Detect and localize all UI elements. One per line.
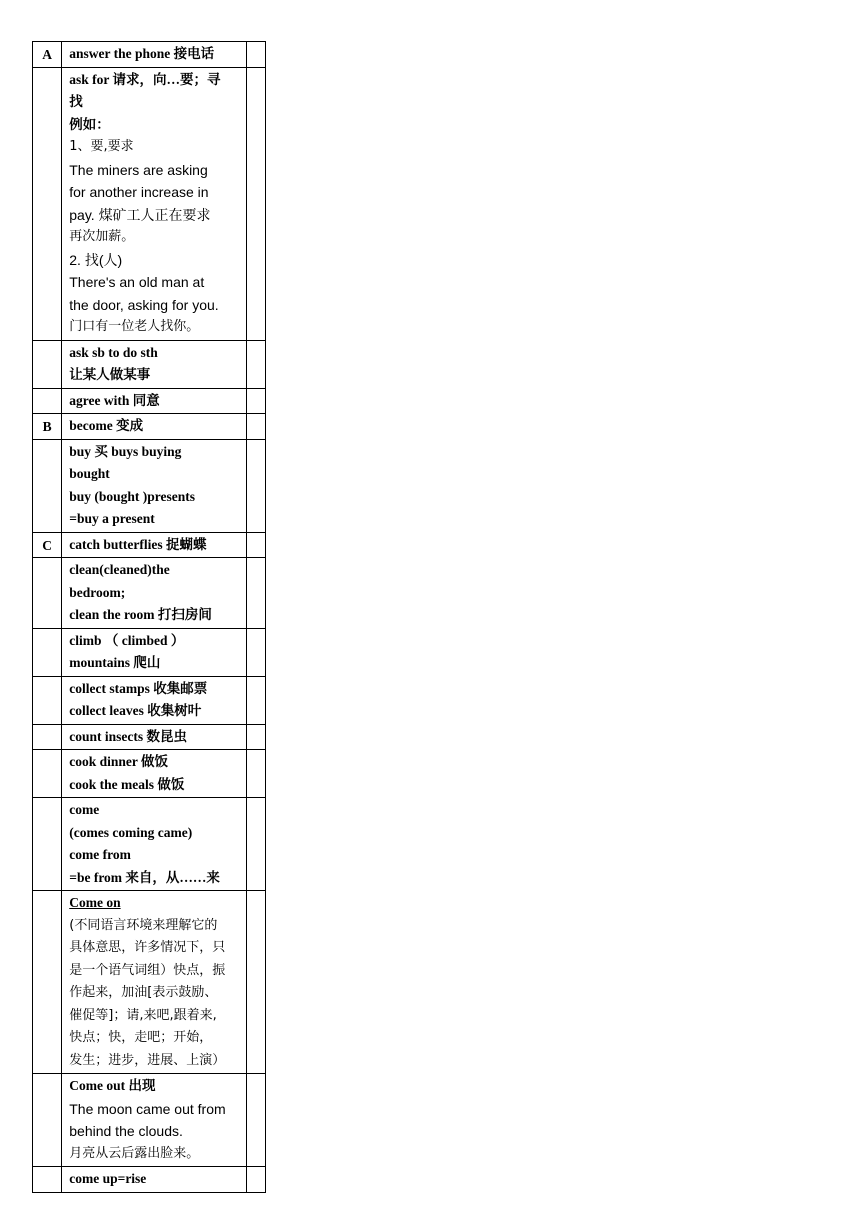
entry-cell <box>62 1167 247 1193</box>
entry-cell <box>62 388 247 414</box>
entry-cell <box>62 532 247 558</box>
example-line: There's an old man at <box>69 274 205 290</box>
letter-cell: A <box>33 42 62 68</box>
phrase-line: bought <box>69 466 110 481</box>
phrase-line: cook the meals 做饭 <box>69 776 185 792</box>
phrase-line: ask for 请求，向…要；寻 <box>69 71 221 87</box>
phrase-line: ask sb to do sth <box>69 344 158 360</box>
entry-cell <box>62 439 247 532</box>
translation-line: 门口有一位老人找你。 <box>69 319 200 334</box>
entry-cell <box>62 676 247 724</box>
table-row <box>33 891 266 1074</box>
table-row <box>33 340 266 388</box>
explanation-line: 快点；快，走吧；开始， <box>69 1030 213 1045</box>
letter-cell <box>33 798 62 891</box>
phrase-line: agree with 同意 <box>69 392 160 408</box>
vocabulary-table <box>32 41 266 1193</box>
entry-cell <box>62 558 247 629</box>
phrase-line: 让某人做某事 <box>69 367 151 382</box>
translation-line: 再次加薪。 <box>69 229 135 244</box>
blank-cell <box>246 558 265 629</box>
phrase-line: count insects 数昆虫 <box>69 728 187 744</box>
table-row <box>33 1074 266 1167</box>
letter-cell: B <box>33 414 62 440</box>
table-row <box>33 42 266 68</box>
phrase-line: mountains 爬山 <box>69 655 161 670</box>
table-row <box>33 750 266 798</box>
phrase-line: catch butterflies 捉蝴蝶 <box>69 536 207 552</box>
example-line: behind the clouds. <box>69 1123 183 1139</box>
letter-cell <box>33 750 62 798</box>
letter-cell <box>33 388 62 414</box>
blank-cell <box>246 1167 265 1193</box>
phrase-line: clean the room 打扫房间 <box>69 607 212 622</box>
phrase-line: clean(cleaned)the <box>69 562 170 577</box>
blank-cell <box>246 750 265 798</box>
entry-cell <box>62 67 247 340</box>
letter-cell: C <box>33 532 62 558</box>
entry-cell <box>62 891 247 1074</box>
blank-cell <box>246 798 265 891</box>
table-row <box>33 628 266 676</box>
example-line: The miners are asking <box>69 161 208 178</box>
entry-cell <box>62 1074 247 1167</box>
entry-cell <box>62 628 247 676</box>
letter-cell <box>33 724 62 750</box>
letter-cell <box>33 1167 62 1193</box>
explanation-line: 具体意思，许多情况下，只 <box>69 940 226 955</box>
phrase-line: buy 买 buys buying <box>69 443 182 459</box>
phrase-line: collect leaves 收集树叶 <box>69 703 202 718</box>
example-line: for another increase in <box>69 184 209 200</box>
explanation-line: 是一个语气词组）快点，振 <box>69 962 226 978</box>
phrase-line: answer the phone 接电话 <box>69 46 215 61</box>
table-row <box>33 558 266 629</box>
table-row <box>33 532 266 558</box>
sense-line: 2. 找(人) <box>69 251 123 268</box>
table-row <box>33 414 266 440</box>
table-row <box>33 1167 266 1193</box>
table-row <box>33 388 266 414</box>
blank-cell <box>246 340 265 388</box>
blank-cell <box>246 1074 265 1167</box>
letter-cell <box>33 891 62 1074</box>
phrase-line: =be from 来自，从……来 <box>69 869 220 885</box>
letter-cell <box>33 558 62 629</box>
blank-cell <box>246 439 265 532</box>
blank-cell <box>246 724 265 750</box>
phrase-line: buy (bought )presents <box>69 488 196 504</box>
phrase-line: come <box>69 802 100 817</box>
blank-cell <box>246 532 265 558</box>
example-line: The moon came out from <box>69 1100 226 1117</box>
table-row <box>33 724 266 750</box>
phrase-line: come up=rise <box>69 1171 147 1186</box>
phrase-line: Come on <box>69 895 121 910</box>
explanation-line: 发生；进步，进展、上演） <box>69 1052 226 1068</box>
table-row <box>33 676 266 724</box>
example-line: pay. 煤矿工人正在要求 <box>69 206 211 223</box>
phrase-line: bedroom; <box>69 584 126 600</box>
translation-line: 月亮从云后露出脸来。 <box>69 1145 200 1161</box>
example-label: 例如： <box>69 116 110 132</box>
table-row <box>33 439 266 532</box>
table-row <box>33 798 266 891</box>
entry-cell <box>62 798 247 891</box>
table-row <box>33 67 266 340</box>
blank-cell <box>246 414 265 440</box>
blank-cell <box>246 388 265 414</box>
letter-cell <box>33 340 62 388</box>
letter-cell <box>33 1074 62 1167</box>
phrase-line: =buy a present <box>69 511 155 526</box>
letter-cell <box>33 67 62 340</box>
letter-cell <box>33 439 62 532</box>
blank-cell <box>246 67 265 340</box>
explanation-line: 作起来，加油[表示鼓励、 <box>69 985 218 1000</box>
letter-cell <box>33 676 62 724</box>
explanation-line: 催促等]；请,来吧,跟着来, <box>69 1007 217 1023</box>
entry-cell <box>62 724 247 750</box>
entry-cell <box>62 750 247 798</box>
example-line: the door, asking for you. <box>69 296 219 313</box>
blank-cell <box>246 42 265 68</box>
phrase-line: Come out 出现 <box>69 1078 156 1093</box>
phrase-line: come from <box>69 847 131 862</box>
letter-cell <box>33 628 62 676</box>
phrase-line: collect stamps 收集邮票 <box>69 680 208 696</box>
blank-cell <box>246 628 265 676</box>
entry-cell <box>62 42 247 68</box>
blank-cell <box>246 676 265 724</box>
phrase-line: become 变成 <box>69 418 144 433</box>
sense-line: 1、要,要求 <box>69 139 134 154</box>
entry-cell <box>62 340 247 388</box>
phrase-line: climb （ climbed ） <box>69 632 185 648</box>
phrase-line: 找 <box>69 94 83 109</box>
phrase-line: cook dinner 做饭 <box>69 754 169 769</box>
blank-cell <box>246 891 265 1074</box>
entry-cell <box>62 414 247 440</box>
phrase-line: (comes coming came) <box>69 824 193 840</box>
explanation-line: (不同语言环境来理解它的 <box>69 917 218 933</box>
